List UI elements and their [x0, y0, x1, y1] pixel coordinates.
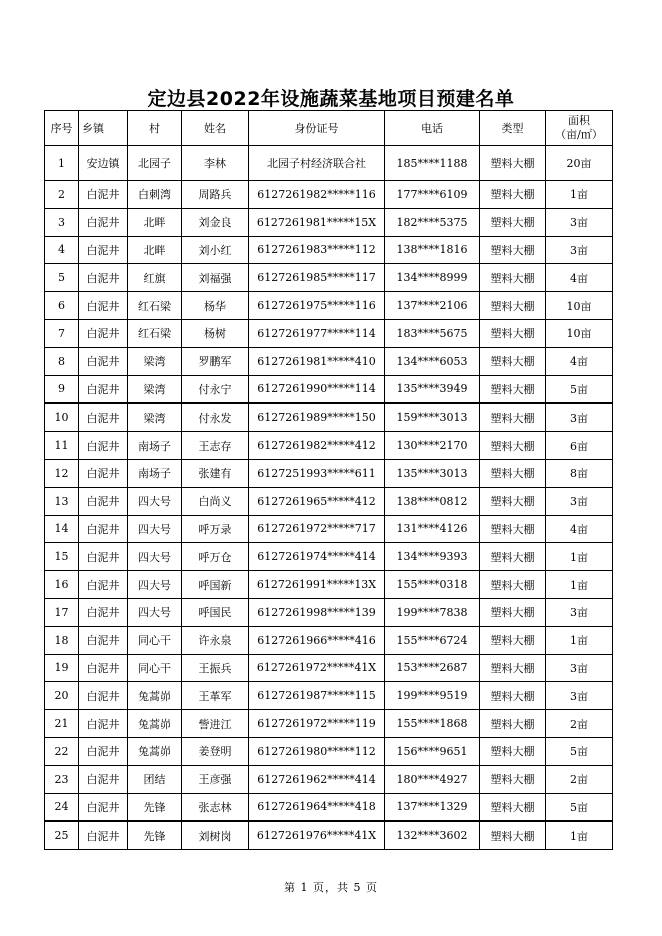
cell-area: 5亩 — [546, 737, 613, 765]
table-row — [45, 626, 613, 654]
cell-phone: 199****9519 — [385, 682, 480, 710]
cell-id: 6127261975*****116 — [249, 292, 385, 320]
cell-no: 4 — [45, 236, 79, 264]
cell-area: 5亩 — [546, 375, 613, 403]
cell-phone: 130****2170 — [385, 432, 480, 460]
cell-type: 塑料大棚 — [480, 264, 546, 292]
cell-town: 白泥井 — [79, 292, 128, 320]
cell-name: 杨树 — [182, 319, 249, 347]
table-row — [45, 737, 613, 765]
cell-town: 白泥井 — [79, 181, 128, 209]
cell-village: 北畔 — [128, 236, 182, 264]
cell-village: 四大号 — [128, 515, 182, 543]
table-row — [45, 208, 613, 236]
cell-id: 6127261977*****114 — [249, 319, 385, 347]
cell-type: 塑料大棚 — [480, 403, 546, 431]
cell-area: 5亩 — [546, 793, 613, 821]
cell-area: 3亩 — [546, 487, 613, 515]
cell-no: 12 — [45, 459, 79, 487]
cell-name: 刘福强 — [182, 264, 249, 292]
cell-phone: 138****0812 — [385, 487, 480, 515]
cell-name: 刘小红 — [182, 236, 249, 264]
cell-town: 白泥井 — [79, 765, 128, 793]
header-area-line2: （亩/㎡） — [555, 128, 603, 141]
cell-village: 四大号 — [128, 543, 182, 571]
header-type: 类型 — [480, 111, 546, 146]
table-row — [45, 654, 613, 682]
cell-type: 塑料大棚 — [480, 626, 546, 654]
cell-town: 白泥井 — [79, 571, 128, 599]
cell-no: 17 — [45, 598, 79, 626]
cell-town: 白泥井 — [79, 487, 128, 515]
cell-id: 6127261980*****112 — [249, 737, 385, 765]
cell-id: 6127261972*****119 — [249, 710, 385, 738]
cell-phone: 199****7838 — [385, 598, 480, 626]
cell-type: 塑料大棚 — [480, 654, 546, 682]
table-row — [45, 515, 613, 543]
cell-type: 塑料大棚 — [480, 487, 546, 515]
cell-no: 11 — [45, 432, 79, 460]
table-row — [45, 821, 613, 849]
cell-no: 6 — [45, 292, 79, 320]
cell-area: 3亩 — [546, 654, 613, 682]
cell-no: 21 — [45, 710, 79, 738]
table-row — [45, 543, 613, 571]
cell-no: 25 — [45, 821, 79, 849]
cell-town: 白泥井 — [79, 543, 128, 571]
cell-village: 兔蒿峁 — [128, 710, 182, 738]
cell-id: 6127261981*****410 — [249, 347, 385, 375]
cell-type: 塑料大棚 — [480, 319, 546, 347]
cell-area: 1亩 — [546, 821, 613, 849]
cell-area: 4亩 — [546, 347, 613, 375]
cell-area: 8亩 — [546, 459, 613, 487]
cell-area: 3亩 — [546, 682, 613, 710]
cell-phone: 180****4927 — [385, 765, 480, 793]
cell-no: 10 — [45, 403, 79, 431]
cell-type: 塑料大棚 — [480, 598, 546, 626]
cell-town: 白泥井 — [79, 347, 128, 375]
cell-id: 6127261972*****41X — [249, 654, 385, 682]
cell-phone: 137****1329 — [385, 793, 480, 821]
cell-village: 同心干 — [128, 654, 182, 682]
cell-type: 塑料大棚 — [480, 292, 546, 320]
cell-type: 塑料大棚 — [480, 236, 546, 264]
cell-type: 塑料大棚 — [480, 765, 546, 793]
cell-village: 同心干 — [128, 626, 182, 654]
cell-phone: 185****1188 — [385, 146, 480, 181]
header-phone: 电话 — [385, 111, 480, 146]
cell-id: 6127251993*****611 — [249, 459, 385, 487]
cell-village: 先锋 — [128, 793, 182, 821]
cell-phone: 137****2106 — [385, 292, 480, 320]
cell-no: 1 — [45, 146, 79, 181]
table-header-row — [45, 111, 613, 146]
header-area — [546, 111, 613, 146]
cell-village: 北畔 — [128, 208, 182, 236]
header-id: 身份证号 — [249, 111, 385, 146]
cell-area: 1亩 — [546, 571, 613, 599]
cell-type: 塑料大棚 — [480, 821, 546, 849]
cell-type: 塑料大棚 — [480, 571, 546, 599]
cell-type: 塑料大棚 — [480, 146, 546, 181]
cell-phone: 183****5675 — [385, 319, 480, 347]
cell-village: 兔蒿峁 — [128, 737, 182, 765]
cell-id: 6127261974*****414 — [249, 543, 385, 571]
cell-type: 塑料大棚 — [480, 793, 546, 821]
table-row — [45, 292, 613, 320]
cell-type: 塑料大棚 — [480, 432, 546, 460]
cell-type: 塑料大棚 — [480, 459, 546, 487]
table-row — [45, 347, 613, 375]
cell-name: 白尚义 — [182, 487, 249, 515]
cell-village: 兔蒿峁 — [128, 682, 182, 710]
cell-name: 呼国民 — [182, 598, 249, 626]
cell-phone: 156****9651 — [385, 737, 480, 765]
cell-id: 6127261966*****416 — [249, 626, 385, 654]
cell-name: 呼万仓 — [182, 543, 249, 571]
cell-no: 9 — [45, 375, 79, 403]
cell-town: 白泥井 — [79, 403, 128, 431]
table-row — [45, 319, 613, 347]
table-row — [45, 146, 613, 181]
cell-phone: 155****0318 — [385, 571, 480, 599]
cell-village: 北园子 — [128, 146, 182, 181]
cell-phone: 182****5375 — [385, 208, 480, 236]
table-row — [45, 432, 613, 460]
cell-name: 呼万录 — [182, 515, 249, 543]
cell-area: 1亩 — [546, 626, 613, 654]
cell-type: 塑料大棚 — [480, 375, 546, 403]
cell-phone: 134****8999 — [385, 264, 480, 292]
cell-name: 李林 — [182, 146, 249, 181]
cell-town: 白泥井 — [79, 598, 128, 626]
cell-name: 张志林 — [182, 793, 249, 821]
cell-town: 白泥井 — [79, 319, 128, 347]
cell-name: 许永泉 — [182, 626, 249, 654]
cell-no: 20 — [45, 682, 79, 710]
cell-id: 6127261989*****150 — [249, 403, 385, 431]
cell-town: 白泥井 — [79, 459, 128, 487]
cell-area: 2亩 — [546, 710, 613, 738]
table-row — [45, 765, 613, 793]
cell-type: 塑料大棚 — [480, 208, 546, 236]
table-row — [45, 682, 613, 710]
cell-no: 15 — [45, 543, 79, 571]
cell-type: 塑料大棚 — [480, 737, 546, 765]
cell-village: 梁湾 — [128, 347, 182, 375]
cell-village: 红石梁 — [128, 292, 182, 320]
cell-name: 周路兵 — [182, 181, 249, 209]
cell-name: 付永发 — [182, 403, 249, 431]
cell-town: 白泥井 — [79, 432, 128, 460]
cell-name: 訾进江 — [182, 710, 249, 738]
cell-name: 杨华 — [182, 292, 249, 320]
cell-phone: 132****3602 — [385, 821, 480, 849]
cell-town: 白泥井 — [79, 793, 128, 821]
cell-id: 6127261962*****414 — [249, 765, 385, 793]
cell-phone: 135****3949 — [385, 375, 480, 403]
cell-area: 1亩 — [546, 181, 613, 209]
cell-type: 塑料大棚 — [480, 682, 546, 710]
cell-type: 塑料大棚 — [480, 515, 546, 543]
cell-name: 王振兵 — [182, 654, 249, 682]
cell-village: 先锋 — [128, 821, 182, 849]
cell-no: 22 — [45, 737, 79, 765]
table-row — [45, 487, 613, 515]
header-area-line1: 面积 — [568, 114, 590, 127]
header-name: 姓名 — [182, 111, 249, 146]
cell-type: 塑料大棚 — [480, 181, 546, 209]
cell-name: 刘金良 — [182, 208, 249, 236]
table-row — [45, 793, 613, 821]
cell-no: 2 — [45, 181, 79, 209]
cell-village: 梁湾 — [128, 403, 182, 431]
cell-town: 白泥井 — [79, 821, 128, 849]
cell-name: 王彦强 — [182, 765, 249, 793]
cell-area: 3亩 — [546, 208, 613, 236]
cell-village: 四大号 — [128, 487, 182, 515]
cell-town: 白泥井 — [79, 626, 128, 654]
cell-id: 6127261982*****412 — [249, 432, 385, 460]
page-title: 定边县2022年设施蔬菜基地项目预建名单 — [147, 88, 515, 110]
cell-town: 白泥井 — [79, 375, 128, 403]
cell-area: 2亩 — [546, 765, 613, 793]
cell-phone: 155****1868 — [385, 710, 480, 738]
cell-town: 白泥井 — [79, 515, 128, 543]
cell-village: 南场子 — [128, 432, 182, 460]
cell-id: 北园子村经济联合社 — [249, 146, 385, 181]
cell-phone: 131****4126 — [385, 515, 480, 543]
cell-town: 白泥井 — [79, 208, 128, 236]
cell-name: 刘树岗 — [182, 821, 249, 849]
cell-type: 塑料大棚 — [480, 543, 546, 571]
cell-phone: 177****6109 — [385, 181, 480, 209]
cell-id: 6127261982*****116 — [249, 181, 385, 209]
cell-phone: 153****2687 — [385, 654, 480, 682]
table-row — [45, 236, 613, 264]
table-row — [45, 375, 613, 403]
cell-id: 6127261983*****112 — [249, 236, 385, 264]
cell-no: 5 — [45, 264, 79, 292]
table-row — [45, 264, 613, 292]
cell-town: 白泥井 — [79, 737, 128, 765]
table-row — [45, 403, 613, 431]
cell-id: 6127261981*****15X — [249, 208, 385, 236]
roster-table — [44, 110, 613, 850]
cell-type: 塑料大棚 — [480, 347, 546, 375]
cell-area: 3亩 — [546, 236, 613, 264]
cell-village: 梁湾 — [128, 375, 182, 403]
cell-name: 付永宁 — [182, 375, 249, 403]
cell-id: 6127261990*****114 — [249, 375, 385, 403]
cell-no: 8 — [45, 347, 79, 375]
table-row — [45, 598, 613, 626]
cell-phone: 138****1816 — [385, 236, 480, 264]
cell-name: 姜登明 — [182, 737, 249, 765]
cell-phone: 135****3013 — [385, 459, 480, 487]
cell-id: 6127261985*****117 — [249, 264, 385, 292]
cell-village: 团结 — [128, 765, 182, 793]
table-row — [45, 571, 613, 599]
cell-phone: 159****3013 — [385, 403, 480, 431]
cell-id: 6127261991*****13X — [249, 571, 385, 599]
table-row — [45, 710, 613, 738]
cell-phone: 155****6724 — [385, 626, 480, 654]
table-row — [45, 459, 613, 487]
cell-area: 3亩 — [546, 403, 613, 431]
cell-town: 白泥井 — [79, 682, 128, 710]
cell-village: 红石梁 — [128, 319, 182, 347]
cell-name: 王革军 — [182, 682, 249, 710]
cell-no: 24 — [45, 793, 79, 821]
cell-town: 白泥井 — [79, 264, 128, 292]
cell-name: 呼国新 — [182, 571, 249, 599]
cell-id: 6127261998*****139 — [249, 598, 385, 626]
cell-area: 1亩 — [546, 543, 613, 571]
cell-village: 白刺湾 — [128, 181, 182, 209]
cell-id: 6127261972*****717 — [249, 515, 385, 543]
cell-id: 6127261965*****412 — [249, 487, 385, 515]
cell-village: 南场子 — [128, 459, 182, 487]
cell-no: 19 — [45, 654, 79, 682]
cell-no: 23 — [45, 765, 79, 793]
cell-name: 张建有 — [182, 459, 249, 487]
cell-no: 16 — [45, 571, 79, 599]
cell-village: 红旗 — [128, 264, 182, 292]
cell-name: 王志存 — [182, 432, 249, 460]
header-village: 村 — [128, 111, 182, 146]
cell-id: 6127261987*****115 — [249, 682, 385, 710]
cell-phone: 134****6053 — [385, 347, 480, 375]
cell-no: 18 — [45, 626, 79, 654]
cell-no: 14 — [45, 515, 79, 543]
cell-area: 4亩 — [546, 264, 613, 292]
cell-village: 四大号 — [128, 571, 182, 599]
cell-type: 塑料大棚 — [480, 710, 546, 738]
table-body — [45, 146, 613, 850]
cell-town: 白泥井 — [79, 710, 128, 738]
cell-phone: 134****9393 — [385, 543, 480, 571]
cell-area: 10亩 — [546, 319, 613, 347]
cell-area: 3亩 — [546, 598, 613, 626]
cell-village: 四大号 — [128, 598, 182, 626]
header-town: 乡镇 — [79, 111, 128, 146]
cell-area: 6亩 — [546, 432, 613, 460]
cell-area: 4亩 — [546, 515, 613, 543]
cell-no: 13 — [45, 487, 79, 515]
table-row — [45, 181, 613, 209]
cell-area: 20亩 — [546, 146, 613, 181]
page-footer: 第 1 页，共 5 页 — [284, 881, 378, 894]
cell-town: 白泥井 — [79, 654, 128, 682]
cell-area: 10亩 — [546, 292, 613, 320]
cell-town: 安边镇 — [79, 146, 128, 181]
cell-no: 7 — [45, 319, 79, 347]
cell-id: 6127261964*****418 — [249, 793, 385, 821]
cell-town: 白泥井 — [79, 236, 128, 264]
cell-id: 6127261976*****41X — [249, 821, 385, 849]
cell-name: 罗鹏军 — [182, 347, 249, 375]
cell-no: 3 — [45, 208, 79, 236]
header-no: 序号 — [45, 111, 79, 146]
